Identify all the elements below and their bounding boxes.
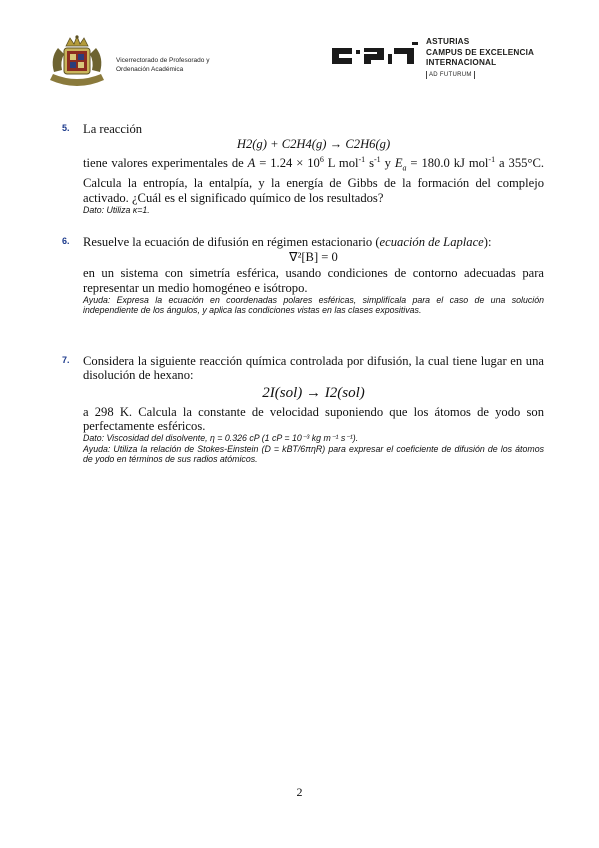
equation-text: ∇²[B] = 0 (289, 250, 338, 265)
campus-line-1: ASTURIAS (426, 37, 470, 46)
campus-logo-icon (330, 40, 420, 70)
problem-number: 6. (62, 236, 70, 246)
a-value: = 1.24 × 10 (255, 156, 320, 171)
problem-hint: Ayuda: Utiliza la relación de Stokes-Einstein (D = kBT/6πηR) para expresar el coeficiente de difusión de los átomos de yodo en términos de sus radios atómicos. (83, 443, 544, 465)
ea-value: = 180.0 kJ mol (406, 156, 489, 171)
equation-text: H2(g) + C2H4(g) → C2H6(g) (236, 137, 391, 152)
a-unit: L mol (323, 156, 359, 171)
a-unit-2: s (365, 156, 374, 171)
problem-number: 7. (62, 355, 70, 365)
iodine-equation (83, 386, 544, 400)
problem-hint: Ayuda: Expresa la ecuación en coordenadas polares esféricas, simplifícala para el caso de una solución independiente de los ángulos, y aplica las condiciones vistas en las clases expositivas. (83, 294, 544, 316)
problem-intro: Considera la siguiente reacción química controlada por difusión, la cual tiene lugar en una disolución de hexano: (83, 354, 544, 383)
campus-line-4: AD FUTURUM (426, 71, 475, 79)
a-unit-exp-1: -1 (358, 155, 366, 165)
ea-subscript: a (402, 164, 407, 174)
text-part: tiene valores experimentales de (83, 156, 248, 171)
problem-text: en un sistema con simetría esférica, usando condiciones de contorno adecuadas para representar un medio homogéneo e isótropo. (83, 266, 544, 295)
equation-text: 2I(sol) → I2(sol) (262, 385, 365, 402)
problem-6 (62, 235, 544, 316)
a-unit-exp-2: -1 (374, 155, 381, 165)
problem-7 (62, 354, 544, 465)
university-seal-icon (46, 34, 108, 86)
vicerrectorado-label (116, 56, 209, 74)
intro-text: Resuelve la ecuación de difusión en régimen estacionario ( (83, 235, 380, 249)
problem-text (83, 153, 544, 204)
symbol-a: A (247, 156, 256, 171)
text-part: a 355°C. Calcula la entropía, la entalpía, y la energía de Gibbs de la formación del complejo activado. ¿Cuál es el significado químico de los resultados? (83, 156, 544, 205)
campus-line-2: CAMPUS DE EXCELENCIA (426, 47, 535, 57)
campus-excelencia-label (426, 37, 534, 79)
problem-number: 5. (62, 123, 70, 133)
campus-line-3: INTERNACIONAL (426, 58, 497, 67)
a-exponent: 6 (319, 155, 324, 165)
text-part: y (380, 156, 395, 171)
intro-end: ): (483, 235, 492, 249)
page-header (0, 0, 599, 100)
ea-exponent: -1 (488, 155, 496, 165)
vice-line-2: Ordenación Académica (116, 66, 184, 73)
vice-line-1: Vicerrectorado de Profesorado y (116, 57, 210, 64)
intro-italic: ecuación de Laplace (379, 235, 484, 249)
problem-text: a 298 K. Calcula la constante de velocidad suponiendo que los átomos de yodo son perfectamente esféricos. (83, 404, 544, 433)
page-number: 2 (296, 785, 303, 799)
problem-intro (83, 235, 544, 249)
problem-hint: Dato: Utiliza κ=1. (83, 204, 150, 215)
problem-data: Dato: Viscosidad del disolvente, η = 0.326 cP (1 cP = 10⁻³ kg m⁻¹ s⁻¹). (83, 433, 359, 444)
problem-5 (62, 122, 544, 215)
symbol-ea: E (394, 156, 403, 171)
reaction-equation (83, 137, 544, 151)
problem-intro: La reacción (83, 122, 143, 136)
laplace-equation (83, 250, 544, 264)
